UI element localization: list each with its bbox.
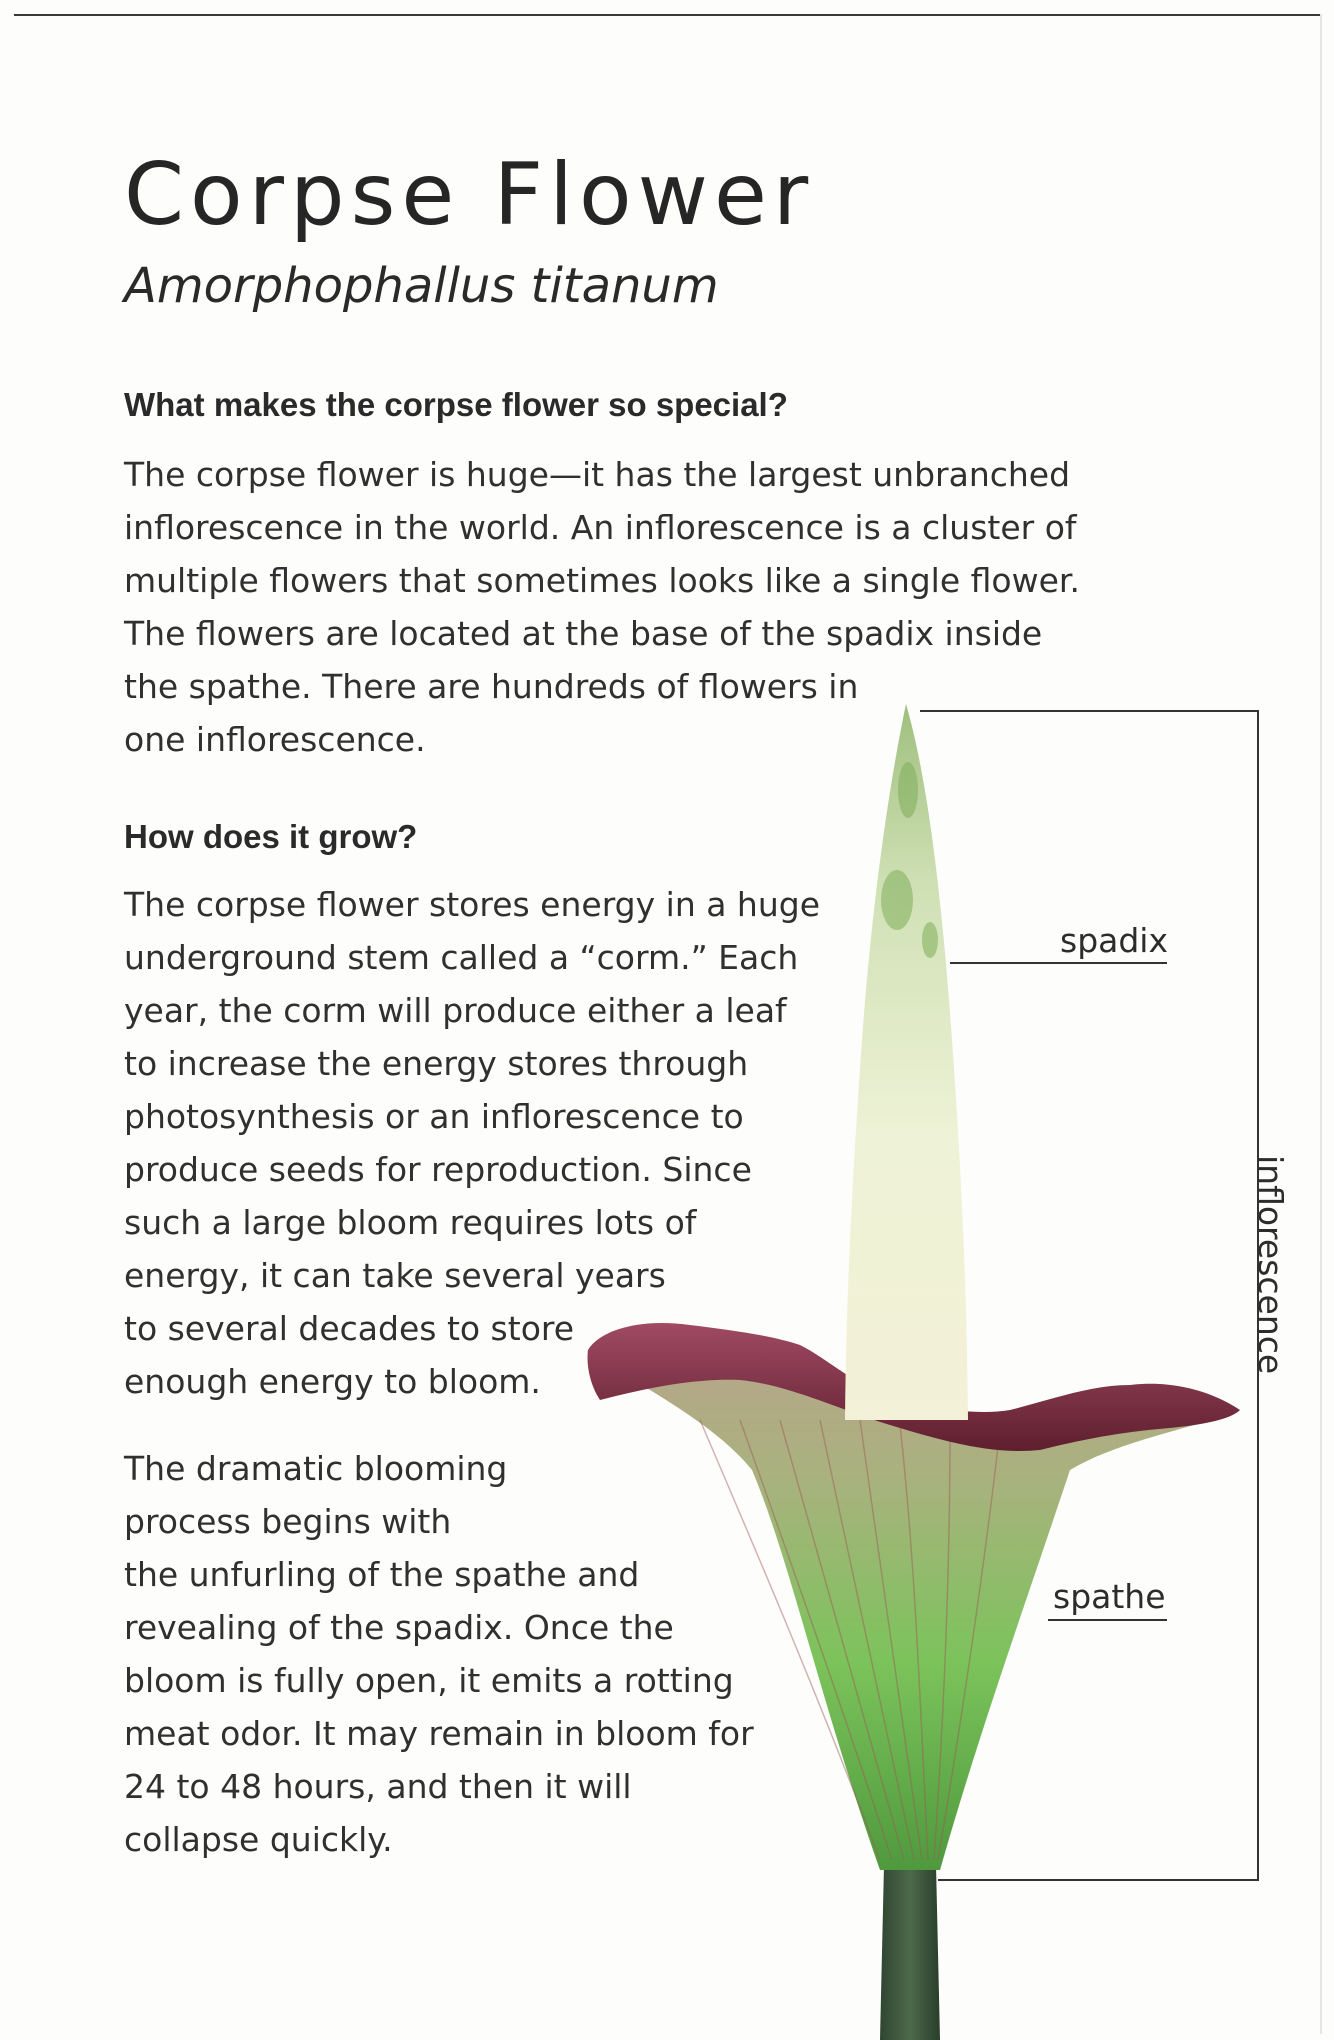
- text-line: process begins with: [124, 1502, 452, 1541]
- text-line: to increase the energy stores through: [124, 1044, 749, 1083]
- text-line: produce seeds for reproduction. Since: [124, 1150, 752, 1189]
- page-title: Corpse Flower: [124, 145, 815, 245]
- text-line: the unfurling of the spathe and: [124, 1555, 640, 1594]
- text-line: energy, it can take several years: [124, 1256, 666, 1295]
- text-line: the spathe. There are hundreds of flowers in: [124, 667, 859, 706]
- section-heading-special: What makes the corpse flower so special?: [124, 386, 788, 423]
- text-line: bloom is fully open, it emits a rotting: [124, 1661, 734, 1700]
- spathe-label: spathe: [1053, 1577, 1166, 1616]
- text-line: year, the corm will produce either a leaf: [124, 991, 787, 1030]
- text-line: underground stem called a “corm.” Each: [124, 938, 799, 977]
- text-line: collapse quickly.: [124, 1820, 393, 1859]
- text-line: multiple flowers that sometimes looks like a single flower.: [124, 561, 1080, 600]
- text-line: The dramatic blooming: [124, 1449, 508, 1488]
- text-line: meat odor. It may remain in bloom for: [124, 1714, 754, 1753]
- spadix-label: spadix: [1060, 921, 1169, 960]
- text-line: to several decades to store: [124, 1309, 575, 1348]
- text-line: such a large bloom requires lots of: [124, 1203, 697, 1242]
- text-line: one inflorescence.: [124, 720, 426, 759]
- text-line: The flowers are located at the base of the spadix inside: [124, 614, 1043, 653]
- text-line: The corpse flower stores energy in a huge: [124, 885, 821, 924]
- text-line: 24 to 48 hours, and then it will: [124, 1767, 632, 1806]
- text-line: enough energy to bloom.: [124, 1362, 541, 1401]
- stem-shape: [880, 1865, 940, 2040]
- text-line: photosynthesis or an inflorescence to: [124, 1097, 744, 1136]
- inflorescence-label: inflorescence: [1251, 1155, 1290, 1375]
- scientific-name: Amorphophallus titanum: [124, 258, 719, 314]
- section-heading-grow: How does it grow?: [124, 818, 418, 855]
- text-line: inflorescence in the world. An inflorescence is a cluster of: [124, 508, 1077, 547]
- text-line: revealing of the spadix. Once the: [124, 1608, 674, 1647]
- text-line: The corpse flower is huge—it has the largest unbranched: [124, 455, 1071, 494]
